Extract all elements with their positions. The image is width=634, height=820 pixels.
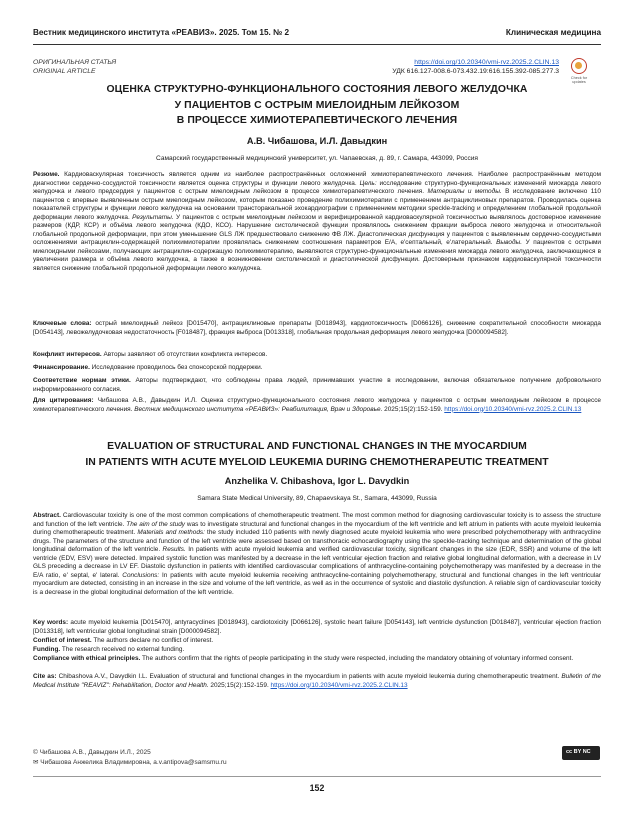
footer-notes (33, 748, 227, 767)
funding-ru: Финансирование. Исследование проводилось без спонсорской поддержки. (33, 364, 263, 371)
affiliation-ru: Самарский государственный медицинский университет, ул. Чапаевская, д. 89, г. Самара, 443099, Россия (155, 155, 478, 162)
abstract-en: Abstract. Cardiovascular toxicity is one of the most common complications of chemotherapeutic treatment. The most common method for diagnosing cardiovascular toxicity is to assess the structure and function of the left ventricle. The aim of the study was to investigate structural and functional changes in the myocardium of the left ventricle and left atrium in patients with acute myeloid leukemia during chemotherapeutic treatment. Materials and methods: the study included 110 patients with newly diagnosed acute myeloid leukemia who were prescribed polychemotherapy with anthracycline drugs. The parameters of the structure and function of the left ventricle were assessed based on transthoracic echocardiography using the speckle-tracking technique and determination of the global longitudinal deformation of the left ventricle. Results. In patients with acute myeloid leukemia and verified cardiovascular toxicity, significant changes in the size (EDR, SSR) and volume of the left ventricle (EDV, ESV) were detected. Impaired systolic function was manifested by a decrease in the left ventricular ejection fraction and relative global longitudinal deformation, with a decrease in LV GLS preceding a decrease in LV EF. Diastolic dysfunction in patients with identified cardiovascular complications of anthracycline-containing polychemotherapy was manifested by a decrease in the E/A ratio, e' septal, e' lateral. Conclusions: In patients with acute myeloid leukemia receiving anthracycline-containing polychemotherapy, structural and functional changes in the left ventricular myocardium are detected, consisting in an increase in the size and volume of the left ventricle, as well as in the occurrence of systolic and diastolic dysfunction. A reliable sign of cardiovascular toxicity is a decrease in the global longitudinal deformation of the left ventricle. (33, 512, 601, 596)
abstract-ru: Резюме. Кардиоваскулярная токсичность является одним из наиболее распространённых осложнений химиотерапевтического лечения. Наиболее распространённым методом диагностики сердечно-сосудистой токсичности является оценка структуры и функции левого желудочка. Цель: исследование структурно-функциональных изменений миокарда левого желудочка и левого предсердия у пациентов с острым миелоидным лейкозом в процессе химиотерапевтического лечения. Материалы и методы. В исследование включено 110 пациентов с впервые выявленным острым миелоидным лейкозом, которым показано проведение полихимиотерапии с применением антрациклиновых препаратов. Проводилась оценка показателей структуры и функции левого желудочка на основании трансторакальной эхокардиографии с применением методики speckle-tracking и определением глобальной продольной деформации левого желудочка. Результаты. У пациентов с острым миелоидным лейкозом и верифицированной кардиоваскулярной токсичностью выявлялось достоверное изменение размеров (КДР, КСР) и объёма левого желудочка (КДО, КСО). Нарушение систолической функции проявлялось снижением фракции выброса левого желудочка и относительной глобальной продольной деформации, при этом уменьшение GLS ЛЖ предшествовало снижению ФВ ЛЖ. Диастолическая дисфункция у пациентов с выявленным сердечно-сосудистыми осложнениями антрациклин-содержащей полихимиотерапии проявлялась снижением соотношения параметров E/A, e'септальный, e'латеральный. Выводы. У пациентов с острыми миелоидными лейкозами, получающих антрациклин-содержащую полихимиотерапию, выявляются структурно-функциональные изменения миокарда левого желудочка, заключающиеся в увеличении размера и объёма левого желудочка, а также в возникновении систолической и диастолической дисфункции. Достоверным признаком кардиоваскулярной токсичности является снижение глобальной продольной деформации левого желудочка. (33, 171, 602, 273)
footer-divider (33, 776, 601, 777)
funding-en: Funding. The research received no external funding. (33, 646, 185, 653)
title-en-line: EVALUATION OF STRUCTURAL AND FUNCTIONAL CHANGES IN THE MYOCARDIUM (107, 441, 527, 452)
title-en-line: IN PATIENTS WITH ACUTE MYELOID LEUKEMIA DURING CHEMOTHERAPEUTIC TREATMENT (85, 456, 549, 468)
article-type-ru: ОРИГИНАЛЬНАЯ СТАТЬЯ (33, 59, 117, 66)
citation-ru: Для цитирования: Чибашова А.В., Давыдкин И.Л. Оценка структурно-функционального состояния левого желудочка у пациентов с острым миелоидным лейкозом в процессе химиотерапевтического лечения. Вестник медицинского института «РЕАВИЗ»: Реабилитация, Врач и Здоровье. 2025;15(2):152-159. https://doi.org/10.20340/vmi-rvz.2025.2.CLIN.13 (33, 397, 601, 413)
title-ru-line: В ПРОЦЕССЕ ХИМИОТЕРАПЕВТИЧЕСКОГО ЛЕЧЕНИЯ (176, 115, 458, 126)
title-en (33, 439, 601, 470)
page-number: 152 (309, 783, 325, 793)
title-ru (33, 82, 601, 129)
running-header (33, 28, 601, 42)
udc-code: УДК 616.127-008.6-073.432.19:616.155.392-085.277.3 (392, 67, 559, 75)
header-divider (33, 44, 601, 45)
copyright-note: © Чибашова А.В., Давыдкин И.Л., 2025 (33, 749, 151, 756)
keywords-ru: Ключевые слова: острый миелоидный лейкоз [D015470], антрациклиновые препараты [D018943], кардиотоксичность [D066126], снижение сократительной способности миокарда [D054143], левожелудочковая недостаточность [F018487], фракция выброса [D013318], глобальная продольная деформация левого желудочка [D000094582]. (33, 320, 601, 336)
citation-en: Cite as: Chibashova A.V., Davydkin I.L. Evaluation of structural and functional changes in the myocardium in patients with acute myeloid leukemia during chemotherapeutic treatment. Bulletin of the Medical Institute "REAVIZ": Rehabilitation, Doctor and Health. 2025;15(2):152-159. https://doi.org/10.20340/vmi-rvz.2025.2.CLIN.13 (33, 673, 601, 689)
title-ru-line: У ПАЦИЕНТОВ С ОСТРЫМ МИЕЛОИДНЫМ ЛЕЙКОЗОМ (174, 99, 460, 111)
section-name: Клиническая медицина (505, 28, 601, 37)
correspondence-note: ✉ Чибашова Анжелика Владимировна, a.v.antipova@samsmu.ru (33, 758, 227, 766)
conflict-ru: Конфликт интересов. Авторы заявляют об отсутствии конфликта интересов. (33, 351, 268, 358)
keywords-en: Key words: acute myeloid leukemia [D015470], antyracyclines [D018943], cardiotoxicity [D066126], systolic heart failure [D054143], left ventricle dysfunction [D018487], ventricular ejection fraction [D013318], left ventricular global longitudinal strain [D000094582]. (33, 619, 602, 635)
badge-line-1: Check for (570, 76, 588, 80)
check-updates-icon (571, 58, 587, 74)
conflict-en: Conflict of interest. The authors declare no conflict of interest. (33, 637, 214, 644)
citation-doi-link-en[interactable]: https://doi.org/10.20340/vmi-rvz.2025.2.CLIN.13 (270, 681, 408, 689)
journal-name: Вестник медицинского института «РЕАВИЗ». 2025. Том 15. № 2 (33, 28, 290, 37)
ethics-en: Compliance with ethical principles. The authors confirm that the rights of people participating in the study were respected, including the mandatory obtaining of voluntary informed consent. (33, 655, 574, 662)
article-type-en: ORIGINAL ARTICLE (33, 67, 96, 75)
badge-line-2: updates (572, 80, 586, 85)
affiliation-en: Samara State Medical University, 89, Chapaevskaya St., Samara, 443099, Russia (197, 495, 437, 502)
doi-link[interactable]: https://doi.org/10.20340/vmi-rvz.2025.2.CLIN.13 (414, 59, 559, 66)
cc-license-icon[interactable] (562, 746, 600, 760)
authors-ru: А.В. Чибашова, И.Л. Давыдкин (246, 136, 388, 146)
citation-doi-link-ru[interactable]: https://doi.org/10.20340/vmi-rvz.2025.2.CLIN.13 (444, 405, 582, 413)
article-ids (392, 59, 559, 76)
authors-en: Anzhelika V. Chibashova, Igor L. Davydkin (224, 476, 410, 486)
abstract-label: Резюме. (33, 171, 60, 178)
article-type (33, 59, 116, 76)
ethics-ru: Соответствие нормам этики. Авторы подтверждают, что соблюдены права людей, принимавших участие в исследовании, включая обязательное получение добровольного информированного согласия. (33, 377, 601, 393)
license-label: cc BY NC (566, 749, 591, 755)
title-ru-line: ОЦЕНКА СТРУКТУРНО-ФУНКЦИОНАЛЬНОГО СОСТОЯНИЯ ЛЕВОГО ЖЕЛУДОЧКА (106, 84, 528, 95)
